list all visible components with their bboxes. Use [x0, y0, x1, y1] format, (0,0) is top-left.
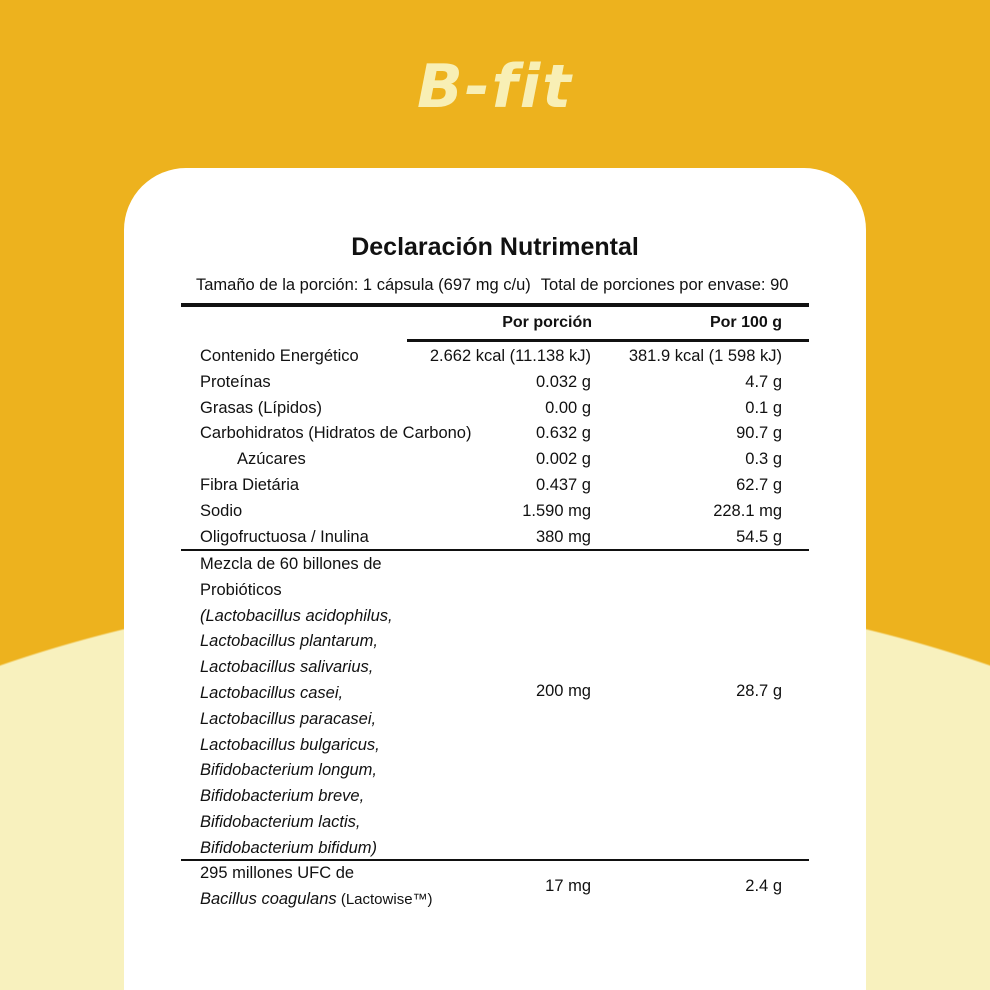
- divider-top: [181, 303, 809, 307]
- servings-total: Total de porciones por envase: 90: [540, 276, 789, 294]
- probiotics-per-serving: 200 mg: [535, 682, 591, 700]
- bacillus-line: 295 millones UFC de: [200, 864, 355, 882]
- strain: Bifidobacterium breve,: [200, 787, 365, 806]
- strain: Lactobacillus bulgaricus,: [200, 735, 380, 754]
- row-per-100g: 62.7 g: [736, 476, 782, 494]
- row-per-100g: 228.1 mg: [713, 501, 782, 520]
- header-per-100g: Por 100 g: [709, 314, 782, 331]
- strain: Lactobacillus salivarius,: [200, 658, 374, 677]
- row-label: Azúcares: [237, 450, 306, 469]
- strain: (Lactobacillus acidophilus,: [200, 606, 393, 625]
- bacillus-per-100g: 2.4 g: [745, 877, 782, 895]
- row-per-serving: 0.632 g: [535, 424, 591, 443]
- probiotics-per-100g: 28.7 g: [736, 682, 782, 700]
- row-per-serving: 0.032 g: [535, 372, 591, 391]
- row-per-serving: 1.590 mg: [522, 501, 591, 520]
- row-per-100g: 0.3 g: [745, 450, 782, 469]
- row-per-100g: 54.5 g: [736, 527, 782, 546]
- strain: Bifidobacterium lactis,: [200, 812, 361, 831]
- table-row: [200, 450, 782, 476]
- bacillus-per-serving: 17 mg: [545, 877, 591, 895]
- table-row: [200, 476, 782, 502]
- strain: Lactobacillus paracasei,: [200, 709, 377, 728]
- bacillus-label: [200, 861, 433, 913]
- row-per-100g: 4.7 g: [745, 372, 782, 391]
- row-label: Oligofructuosa / Inulina: [200, 527, 369, 546]
- table-row: [200, 373, 782, 399]
- row-per-serving: 0.437 g: [535, 476, 591, 494]
- row-label: Carbohidratos (Hidratos de Carbono): [200, 424, 472, 443]
- divider-mid: [181, 549, 809, 551]
- strain: Bifidobacterium bifidum): [200, 838, 377, 857]
- table-row: [200, 399, 782, 425]
- row-label: Fibra Dietária: [200, 476, 300, 494]
- row-per-serving: 0.002 g: [535, 450, 591, 469]
- probiotics-line: Probióticos: [200, 580, 282, 599]
- row-per-100g: 0.1 g: [745, 398, 782, 417]
- strain: Bifidobacterium longum,: [200, 761, 378, 780]
- strain: Lactobacillus casei,: [200, 683, 344, 702]
- row-per-100g: 381.9 kcal (1 598 kJ): [628, 347, 782, 365]
- divider-header: [407, 339, 809, 342]
- row-label: Contenido Energético: [200, 347, 359, 365]
- table-row: [200, 502, 782, 528]
- row-label: Sodio: [200, 501, 243, 520]
- serving-size: Tamaño de la porción: 1 cápsula (697 mg c/u): [196, 276, 531, 294]
- bacillus-brand: (Lactowise™): [336, 890, 433, 908]
- bacillus-species: Bacillus coagulans: [200, 889, 337, 908]
- page-title: Declaración Nutrimental: [351, 233, 639, 261]
- row-label: Proteínas: [200, 372, 271, 391]
- header-per-serving: Por porción: [502, 314, 592, 331]
- probiotics-label: [200, 552, 393, 862]
- strain: Lactobacillus plantarum,: [200, 632, 378, 651]
- serving-info: [196, 276, 798, 295]
- table-row: [200, 424, 782, 450]
- probiotics-line: Mezcla de 60 billones de: [200, 555, 382, 573]
- row-per-serving: 0.00 g: [545, 398, 591, 417]
- table-row: [200, 347, 782, 373]
- brand-logo: B-fit: [417, 52, 573, 122]
- row-per-serving: 380 mg: [535, 527, 591, 546]
- row-per-serving: 2.662 kcal (11.138 kJ): [429, 347, 591, 365]
- row-per-100g: 90.7 g: [736, 424, 782, 443]
- row-label: Grasas (Lípidos): [200, 398, 322, 417]
